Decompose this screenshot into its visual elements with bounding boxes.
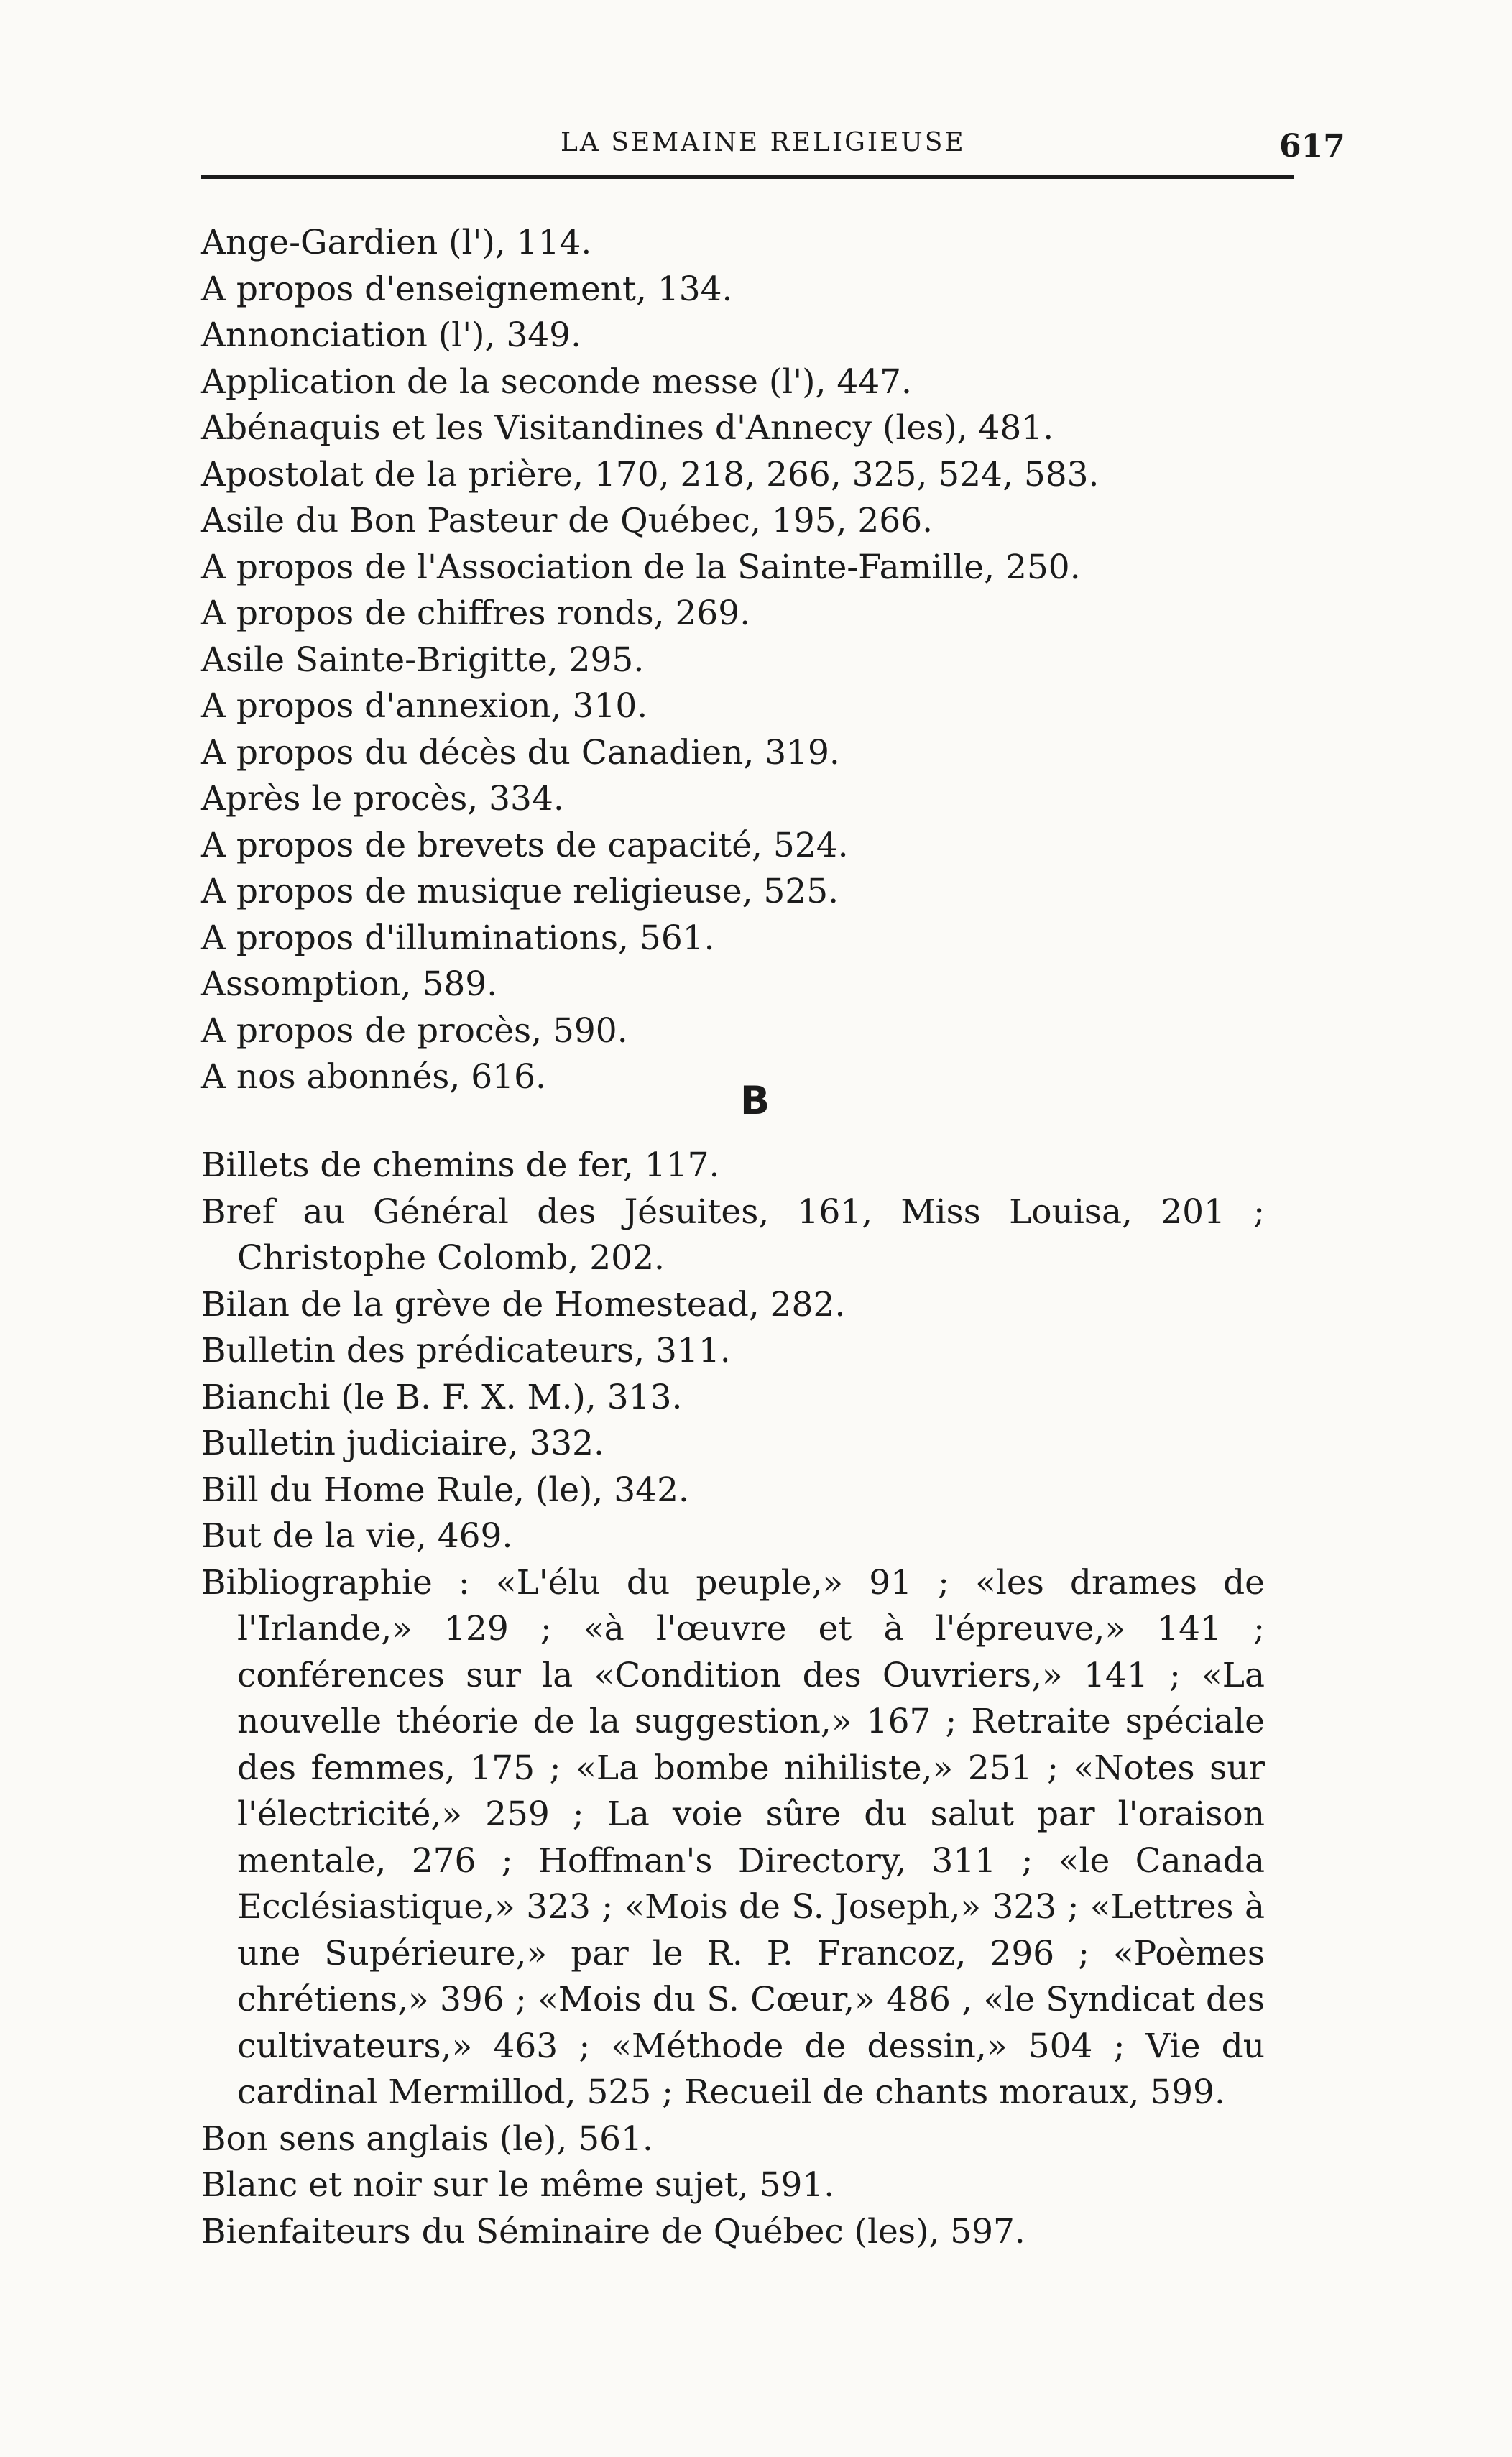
- section-letter-b: B: [740, 1078, 770, 1123]
- index-entry: Ange-Gardien (l'), 114.: [201, 223, 592, 262]
- index-entry: Bienfaiteurs du Séminaire de Québec (les), 597.: [201, 2211, 1025, 2251]
- index-entry: A propos de l'Association de la Sainte-Famille, 250.: [201, 547, 1081, 587]
- index-entry: Bon sens anglais (le), 561.: [201, 2119, 653, 2159]
- index-entry: Annonciation (l'), 349.: [201, 315, 582, 355]
- index-entry: Abénaquis et les Visitandines d'Annecy (les), 481.: [201, 408, 1054, 448]
- index-entry: Bref au Général des Jésuites, 161, Miss Louisa, 201 ; Christophe Colomb, 202.: [201, 1191, 1265, 1278]
- index-section-a: [201, 220, 1265, 1101]
- index-entry: A propos d'enseignement, 134.: [201, 269, 733, 309]
- index-entry: Après le procès, 334.: [201, 779, 564, 819]
- index-entry: Asile du Bon Pasteur de Québec, 195, 266.: [201, 501, 934, 540]
- index-entry: A nos abonnés, 616.: [201, 1057, 546, 1097]
- index-section-b: [201, 1143, 1265, 2255]
- index-entry: Assomption, 589.: [201, 964, 498, 1004]
- index-entry: Bill du Home Rule, (le), 342.: [201, 1470, 689, 1510]
- index-entry: Bilan de la grève de Homestead, 282.: [201, 1284, 846, 1324]
- index-entry: A propos de brevets de capacité, 524.: [201, 825, 849, 865]
- index-entry: A propos d'annexion, 310.: [201, 686, 648, 726]
- running-title: LA SEMAINE RELIGIEUSE: [561, 128, 966, 157]
- index-entry: Apostolat de la prière, 170, 218, 266, 325, 524, 583.: [201, 454, 1100, 494]
- index-entry: Asile Sainte-Brigitte, 295.: [201, 640, 645, 680]
- index-entry: But de la vie, 469.: [201, 1516, 513, 1556]
- index-entry: Application de la seconde messe (l'), 447.: [201, 361, 912, 402]
- index-entry: A propos de musique religieuse, 525.: [201, 872, 839, 911]
- index-entry: Bianchi (le B. F. X. M.), 313.: [201, 1377, 683, 1417]
- index-entry: A propos de procès, 590.: [201, 1010, 628, 1051]
- index-entry: A propos de chiffres ronds, 269.: [201, 594, 751, 633]
- bibliography-entry: Bibliographie : «L'élu du peuple,» 91 ; «les drames de l'Irlande,» 129 ; «à l'œuvre et à l'épreuve,» 141 ; conférences sur la «Condition des Ouvriers,» 141 ; «La nouvelle théorie de la suggestion,» 167 ; Retraite spéciale des femmes, 175 ; «La bombe nihiliste,» 251 ; «Notes sur l'électricité,» 259 ; La voie sûre du salut par l'oraison mentale, 276 ; Hoffman's Directory, 311 ; «le Canada Ecclésiastique,» 323 ; «Mois de S. Joseph,» 323 ; «Lettres à une Supérieure,» par le R. P. Francoz, 296 ; «Poèmes chrétiens,» 396 ; «Mois du S. Cœur,» 486 , «le Syndicat des cultivateurs,» 463 ; «Méthode de dessin,» 504 ; Vie du cardinal Mermillod, 525 ; Recueil de chants moraux, 599.: [201, 1562, 1265, 2112]
- header-rule: [201, 175, 1294, 179]
- index-entry: Billets de chemins de fer, 117.: [201, 1145, 720, 1185]
- index-entry: A propos d'illuminations, 561.: [201, 918, 715, 958]
- page-number: 617: [1279, 128, 1345, 165]
- index-entry: A propos du décès du Canadien, 319.: [201, 732, 840, 773]
- index-entry: Bulletin judiciaire, 332.: [201, 1424, 604, 1463]
- index-entry: Bulletin des prédicateurs, 311.: [201, 1331, 731, 1370]
- index-entry: Blanc et noir sur le même sujet, 591.: [201, 2165, 835, 2205]
